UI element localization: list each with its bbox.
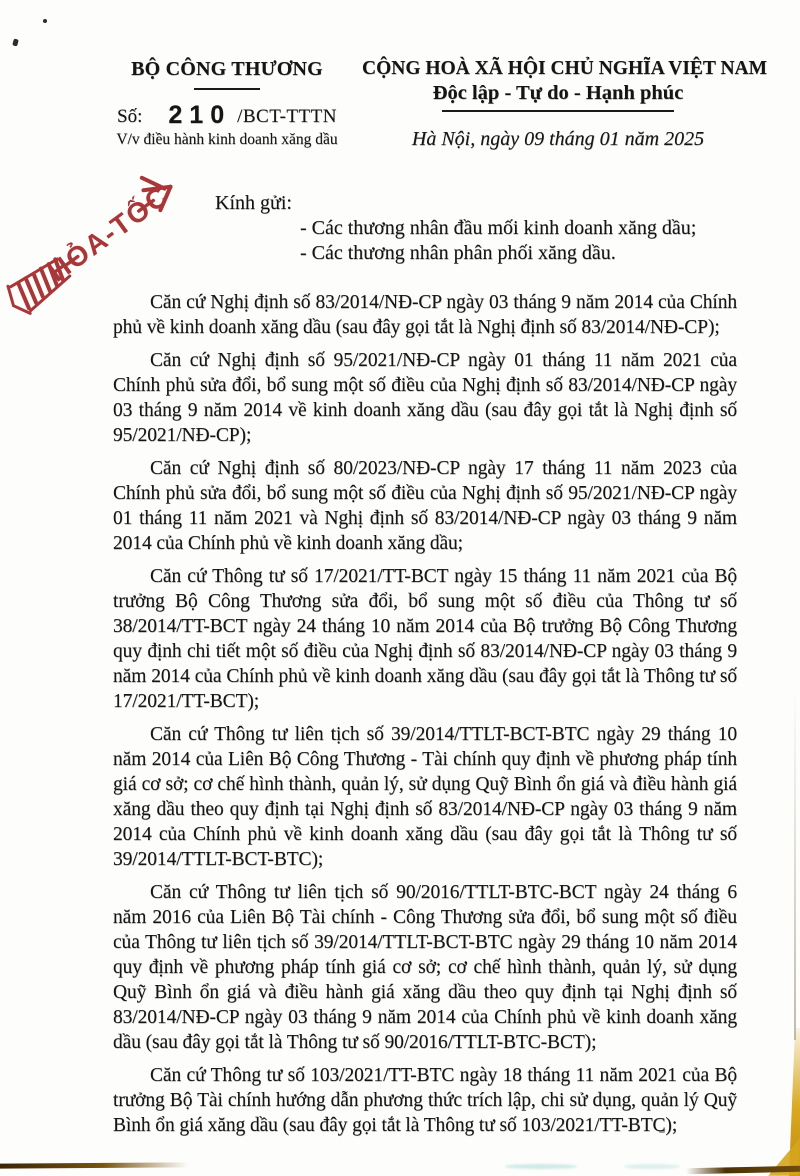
header-issuer-block xyxy=(96,58,358,149)
document-subject: V/v điều hành kinh doanh xăng dầu xyxy=(116,131,338,148)
document-body xyxy=(113,290,737,1146)
document-number-line xyxy=(96,101,358,130)
urgent-stamp-label: HỎA-TỐC xyxy=(42,179,175,288)
issuing-org-name: BỘ CÔNG THƯƠNG xyxy=(131,58,323,80)
scan-smudge xyxy=(505,1164,577,1169)
scan-edge-right-shadow xyxy=(794,688,796,1040)
org-underline xyxy=(194,88,260,90)
legal-basis-paragraph: Căn cứ Nghị định số 80/2023/NĐ-CP ngày 17 tháng 11 năm 2023 của Chính phủ sửa đổi, bổ sung một số điều của Nghị định số 95/2021/NĐ-CP ngày 01 tháng 11 năm 2021 và Nghị định số 83/2014/NĐ-CP ngày 03 tháng 9 năm 2014 của Chính phủ về kinh doanh xăng dầu; xyxy=(113,458,737,554)
scan-speck xyxy=(43,19,47,23)
header-national-block xyxy=(362,58,768,151)
document-number-label: Số: xyxy=(117,106,143,127)
legal-basis-paragraph: Căn cứ Thông tư liên tịch số 90/2016/TTLT-BTC-BCT ngày 24 tháng 6 năm 2016 của Liên Bộ Tài chính - Công Thương sửa đổi, bổ sung một số điều của Thông tư liên tịch số 39/2014/TTLT-BCT-BTC ngày 29 tháng 10 năm 2014 quy định về phương pháp tính giá cơ sở; cơ chế hình thành, quản lý, sử dụng Quỹ Bình ổn giá và điều hành giá xăng dầu theo quy định tại Nghị định số 83/2014/NĐ-CP ngày 03 tháng 9 năm 2014 của Chính phủ về kinh doanh xăng dầu (sau đây gọi tắt là Thông tư số 90/2016/TTLT-BTC-BCT); xyxy=(113,882,737,1053)
legal-basis-paragraph: Căn cứ Nghị định số 95/2021/NĐ-CP ngày 01 tháng 11 năm 2021 của Chính phủ sửa đổi, bổ sung một số điều của Nghị định số 83/2014/NĐ-CP ngày 03 tháng 9 năm 2014 về kinh doanh xăng dầu (sau đây gọi tắt là Nghị định số 95/2021/NĐ-CP); xyxy=(113,350,737,446)
recipients-block xyxy=(215,191,696,266)
recipient-item: - Các thương nhân đầu mối kinh doanh xăng dầu; xyxy=(300,217,697,239)
document-number-suffix: /BCT-TTTN xyxy=(237,106,337,127)
recipient-item: - Các thương nhân phân phối xăng dầu. xyxy=(300,242,616,264)
legal-basis-paragraph: Căn cứ Nghị định số 83/2014/NĐ-CP ngày 03 tháng 9 năm 2014 của Chính phủ về kinh doanh xăng dầu (sau đây gọi tắt là Nghị định số 83/2014/NĐ-CP); xyxy=(113,292,737,338)
salutation: Kính gửi: xyxy=(215,192,292,214)
motto-underline xyxy=(442,110,674,112)
national-title: CỘNG HOÀ XÃ HỘI CHỦ NGHĨA VIỆT NAM xyxy=(362,58,768,79)
legal-basis-paragraph: Căn cứ Thông tư liên tịch số 39/2014/TTLT-BCT-BTC ngày 29 tháng 10 năm 2014 của Liên Bộ Công Thương - Tài chính quy định về phương pháp tính giá cơ sở; cơ chế hình thành, quản lý, sử dụng Quỹ Bình ổn giá và điều hành giá xăng dầu theo quy định tại Nghị định số 83/2014/NĐ-CP ngày 03 tháng 9 năm 2014 của Chính phủ về kinh doanh xăng dầu (sau đây gọi tắt là Thông tư số 39/2014/TTLT-BCT-BTC); xyxy=(113,724,737,870)
legal-basis-paragraph: Căn cứ Thông tư số 103/2021/TT-BTC ngày 18 tháng 11 năm 2021 của Bộ trưởng Bộ Tài chính hướng dẫn phương thức trích lập, chi sử dụng, quản lý Quỹ Bình ổn giá xăng dầu (sau đây gọi tắt là Thông tư số 103/2021/TT-BTC); xyxy=(113,1065,737,1136)
legal-basis-paragraph: Căn cứ Thông tư số 17/2021/TT-BCT ngày 15 tháng 11 năm 2021 của Bộ trưởng Bộ Công Thương sửa đổi, bổ sung một số điều của Thông tư số 38/2014/TT-BCT ngày 24 tháng 10 năm 2014 của Bộ trưởng Bộ Công Thương quy định chi tiết một số điều của Nghị định số 83/2014/NĐ-CP ngày 03 tháng 9 năm 2014 của Chính phủ về kinh doanh xăng dầu (sau đây gọi tắt là Thông tư số 17/2021/TT-BCT); xyxy=(113,566,737,712)
national-motto: Độc lập - Tự do - Hạnh phúc xyxy=(432,82,684,104)
scan-edge-bottom-left xyxy=(0,1162,188,1168)
document-number-value: 210 xyxy=(168,101,232,129)
recipient-list xyxy=(300,216,696,266)
scan-smudge xyxy=(624,1164,680,1169)
scan-speck xyxy=(12,38,19,46)
place-and-date: Hà Nội, ngày 09 tháng 01 năm 2025 xyxy=(411,128,705,150)
